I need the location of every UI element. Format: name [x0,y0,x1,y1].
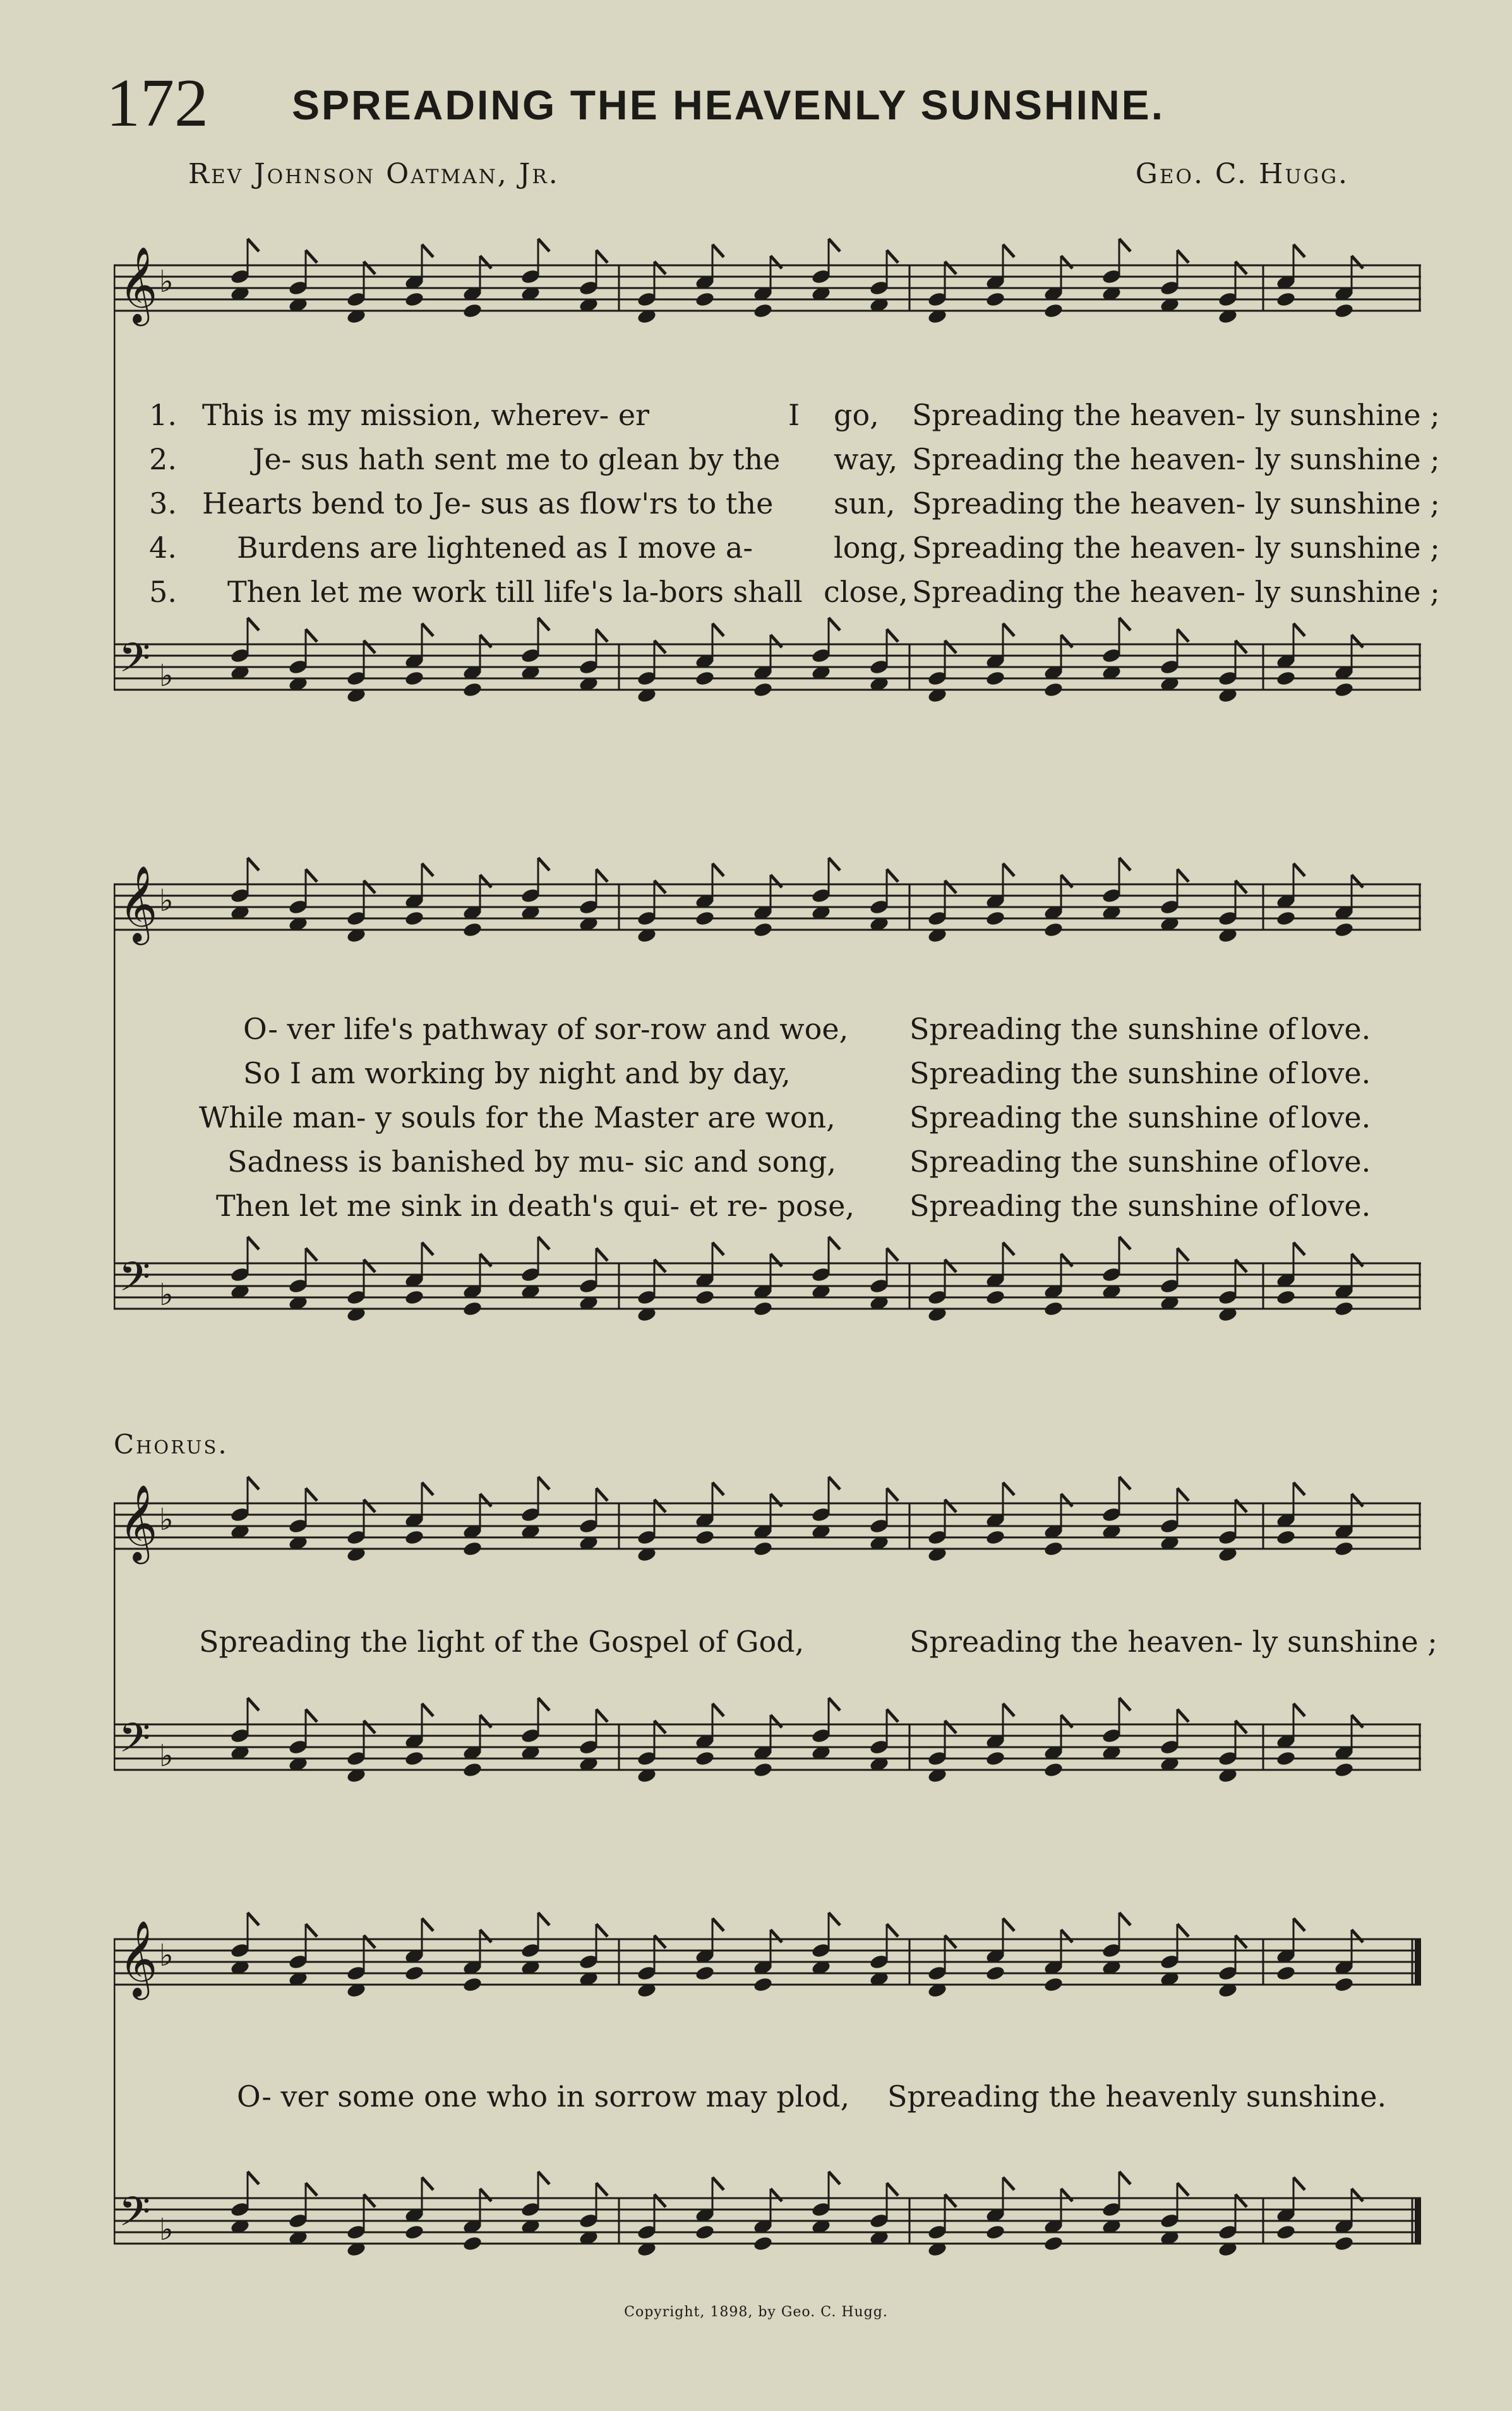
treble-staff [114,239,1421,326]
flat-key-signature-icon: ♭ [159,1502,174,1537]
verse-4-line-1 [114,531,1440,575]
lyric-text: While man- y souls for the Master are won, [199,1100,836,1134]
lyric-text: Spreading the sunshine of [909,1189,1297,1223]
treble-clef-icon: 𝄞 [119,865,158,942]
lyric-text: Spreading the sunshine of [909,1012,1297,1046]
lyric-text: Sadness is banished by mu- sic and song, [227,1145,837,1179]
lyric-text: Spreading the heaven- ly sunshine ; [912,575,1440,609]
treble-staff [114,1477,1421,1564]
hymn-title: SPREADING THE HEAVENLY SUNSHINE. [292,81,1165,128]
chorus-line-2 [114,2079,1421,2124]
lyric-text: Spreading the light of the Gospel of God, [199,1625,805,1659]
lyric-text: Hearts bend to Je- sus as flow'rs to the [202,486,774,520]
lyric-text: O- ver some one who in sorrow may plod, [237,2079,850,2113]
verse-5-line-1 [114,575,1440,619]
lyric-text: O- ver life's pathway of sor-row and woe, [243,1012,849,1046]
verse-number: 1. [149,398,177,432]
bass-clef-icon: 𝄢 [119,1715,151,1772]
chorus-line-1 [114,1625,1437,1669]
lyric-text: way, [834,442,898,476]
page-header [0,0,1512,202]
lyric-text: Spreading the heaven- ly sunshine ; [912,398,1440,432]
flat-key-signature-icon: ♭ [159,1938,174,1973]
lyric-text: sun, [834,486,896,520]
bass-clef-icon: 𝄢 [119,635,151,692]
verse-3-line-2 [114,1100,1421,1145]
music-system-3 [114,1459,1437,1851]
lyric-text: This is my mission, wherev- er [202,398,650,432]
flat-key-signature-icon: ♭ [159,264,174,299]
lyric-text: love. [1301,1189,1371,1223]
lyric-text: Je- sus hath sent me to glean by the [253,442,781,476]
treble-clef-icon: 𝄞 [119,1920,158,1997]
verse-2-line-2 [114,1056,1421,1100]
hymn-number: 172 [106,66,208,141]
treble-staff [114,858,1421,945]
lyric-text: Spreading the heaven- ly sunshine ; [912,531,1440,565]
lyric-text: Spreading the sunshine of [909,1100,1297,1134]
composer-credit: Geo. C. Hugg. [1135,158,1349,190]
lyric-text: Spreading the sunshine of [909,1145,1297,1179]
flat-key-signature-icon: ♭ [159,1277,174,1313]
bass-staff [114,1698,1421,1784]
bass-clef-icon: 𝄢 [119,2189,151,2246]
verse-number: 4. [149,531,177,565]
verse-5-line-2 [114,1189,1421,1233]
flat-key-signature-icon: ♭ [159,1738,174,1774]
lyric-text: Spreading the sunshine of [909,1056,1297,1090]
treble-staff [114,1913,1421,2000]
bass-staff [114,1237,1421,1323]
lyric-text: Then let me work till life's la-bors shall [227,575,803,609]
treble-clef-icon: 𝄞 [119,246,158,323]
lyricist-credit: Rev Johnson Oatman, Jr. [188,158,560,190]
copyright-notice: Copyright, 1898, by Geo. C. Hugg. [624,2304,888,2320]
lyric-text: love. [1301,1056,1371,1090]
lyric-text: Spreading the heaven- ly sunshine ; [912,442,1440,476]
music-system-4 [114,1901,1421,2287]
bass-staff [114,618,1421,704]
lyric-text: love. [1301,1012,1371,1046]
lyric-text: I [788,398,800,432]
verse-number: 5. [149,575,177,609]
lyric-text: long, [834,531,908,565]
music-system-1 [114,227,1440,771]
chorus-label: Chorus. [114,1429,229,1460]
verse-4-line-2 [114,1145,1421,1189]
bass-staff [114,2172,1421,2258]
verse-3-line-1 [114,486,1440,531]
lyric-text: Spreading the heaven- ly sunshine ; [909,1625,1437,1659]
lyric-text: So I am working by night and by day, [243,1056,791,1090]
flat-key-signature-icon: ♭ [159,658,174,694]
verse-number: 2. [149,442,177,476]
lyric-text: Spreading the heavenly sunshine. [887,2079,1387,2113]
verse-1-line-1 [114,398,1440,442]
lyric-text: Spreading the heaven- ly sunshine ; [912,486,1440,520]
lyric-text: Burdens are lightened as I move a- [237,531,753,565]
treble-clef-icon: 𝄞 [119,1484,158,1561]
flat-key-signature-icon: ♭ [159,883,174,918]
flat-key-signature-icon: ♭ [159,2212,174,2247]
music-system-2 [114,846,1421,1402]
lyric-text: love. [1301,1145,1371,1179]
verse-number: 3. [149,486,177,520]
bass-clef-icon: 𝄢 [119,1254,151,1311]
verse-1-line-2 [114,1012,1421,1056]
verse-2-line-1 [114,442,1440,486]
lyric-text: love. [1301,1100,1371,1134]
lyric-text: Then let me sink in death's qui- et re- pose, [216,1189,855,1223]
lyric-text: go, [834,398,879,432]
lyric-text: close, [824,575,908,609]
